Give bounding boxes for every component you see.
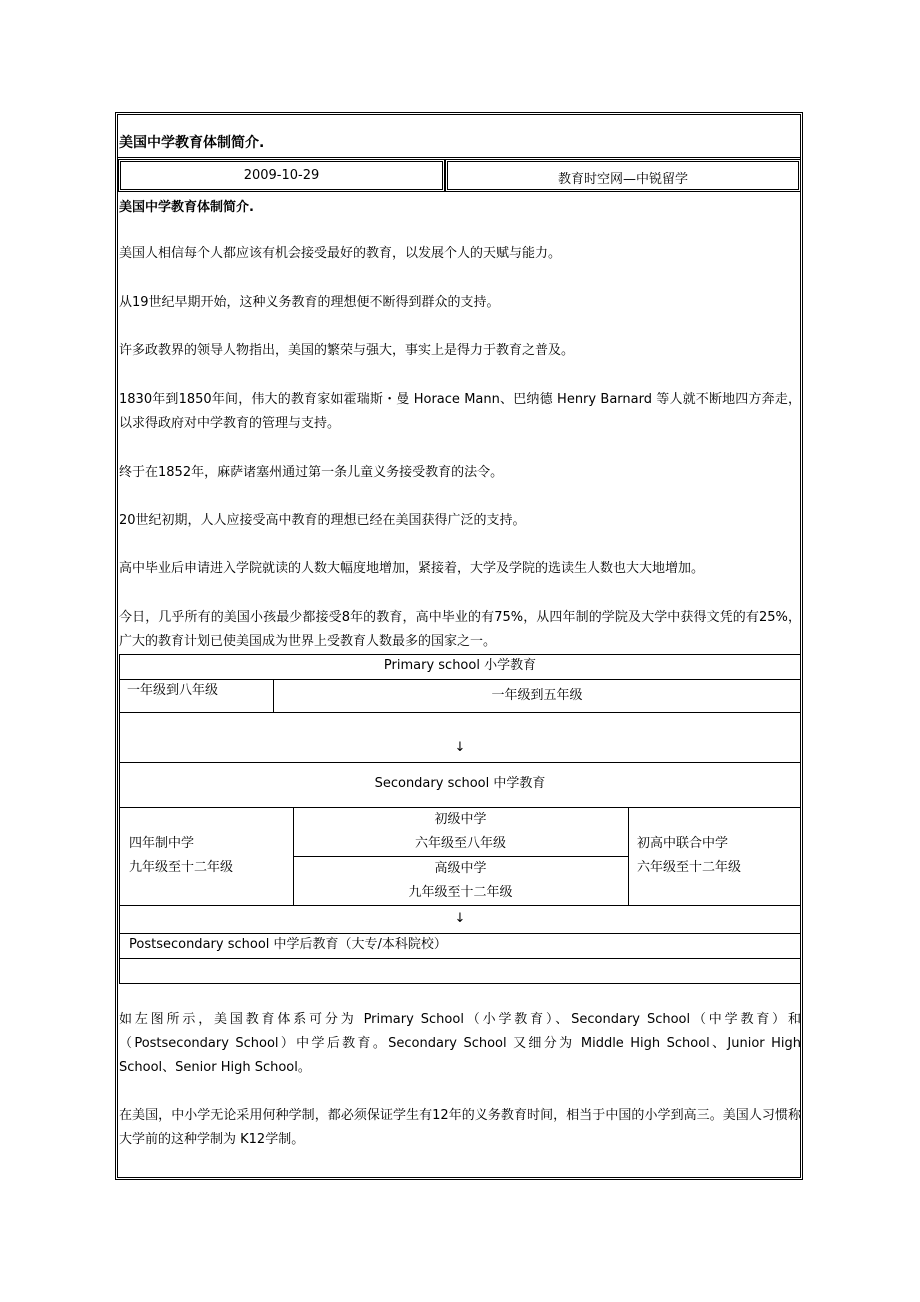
down-arrow-icon: ↓ [454,911,466,926]
paragraph: 20世纪初期，人人应接受高中教育的理想已经在美国获得广泛的支持。 [119,513,526,528]
down-arrow-icon: ↓ [454,740,466,755]
table-line [119,905,801,906]
table-line [628,807,629,905]
table-line [119,958,801,959]
senior-high-title: 高级中学 [434,861,487,876]
postsecondary-school: Postsecondary school 中学后教育（大专/本科院校） [129,937,447,952]
paragraph: 终于在1852年，麻萨诸塞州通过第一条儿童义务接受教育的法令。 [119,465,504,480]
secondary-school-header: Secondary school 中学教育 [374,776,546,791]
senior-high-grades: 九年级至十二年级 [408,885,513,900]
source-label: 教育时空网—中锐留学 [557,172,688,187]
four-year-school-title: 四年制中学 [129,836,195,851]
article-heading: 美国中学教育体制简介. [119,200,254,215]
table-line [119,762,801,763]
paragraph: 许多政教界的领导人物指出，美国的繁荣与强大，事实上是得力于教育之普及。 [119,343,575,358]
paragraph: 从19世纪早期开始，这种义务教育的理想便不断得到群众的支持。 [119,295,500,310]
divider [118,157,801,158]
primary-school-header: Primary school 小学教育 [383,658,537,673]
four-year-school-grades: 九年级至十二年级 [129,860,234,875]
combined-school-grades: 六年级至十二年级 [637,860,742,875]
table-line [119,679,801,680]
table-line [119,712,801,713]
paragraph: 美国人相信每个人都应该有机会接受最好的教育，以发展个人的天赋与能力。 [119,246,562,261]
paragraph: 1830年到1850年间，伟大的教育家如霍瑞斯・曼 Horace Mann、巴纳德 Henry Barnard 等人就不断地四方奔走，以求得政府对中学教育的管理与支持。 [119,392,801,431]
paragraph: 在美国，中小学无论采用何种学制，都必须保证学生有12年的义务教育时间，相当于中国的小学到高三。美国人习惯称大学前的这种学制为 K12学制。 [119,1108,801,1147]
publish-date: 2009-10-29 [243,168,320,183]
paragraph: 今日，几乎所有的美国小孩最少都接受8年的教育，高中毕业的有75%，从四年制的学院及大学中获得文凭的有25%，广大的教育计划已使美国成为世界上受教育人数最多的国家之一。 [119,610,801,649]
paragraph: 如左图所示，美国教育体系可分为 Primary School（小学教育）、Secondary School（中学教育）和（Postsecondary School）中学后教育。Secondary School 又细分为 Middle High School、Junior High School、Senior High School。 [119,1012,801,1075]
junior-high-title: 初级中学 [434,812,487,827]
page-title: 美国中学教育体制简介. [119,135,265,151]
table-line [119,654,120,983]
primary-left-grades: 一年级到八年级 [127,683,219,698]
paragraph: 高中毕业后申请进入学院就读的人数大幅度地增加，紧接着，大学及学院的选读生人数也大大地增加。 [119,561,705,576]
table-line [119,983,801,984]
combined-school-title: 初高中联合中学 [637,836,729,851]
junior-high-grades: 六年级至八年级 [414,836,506,851]
primary-right-grades: 一年级到五年级 [491,688,583,703]
